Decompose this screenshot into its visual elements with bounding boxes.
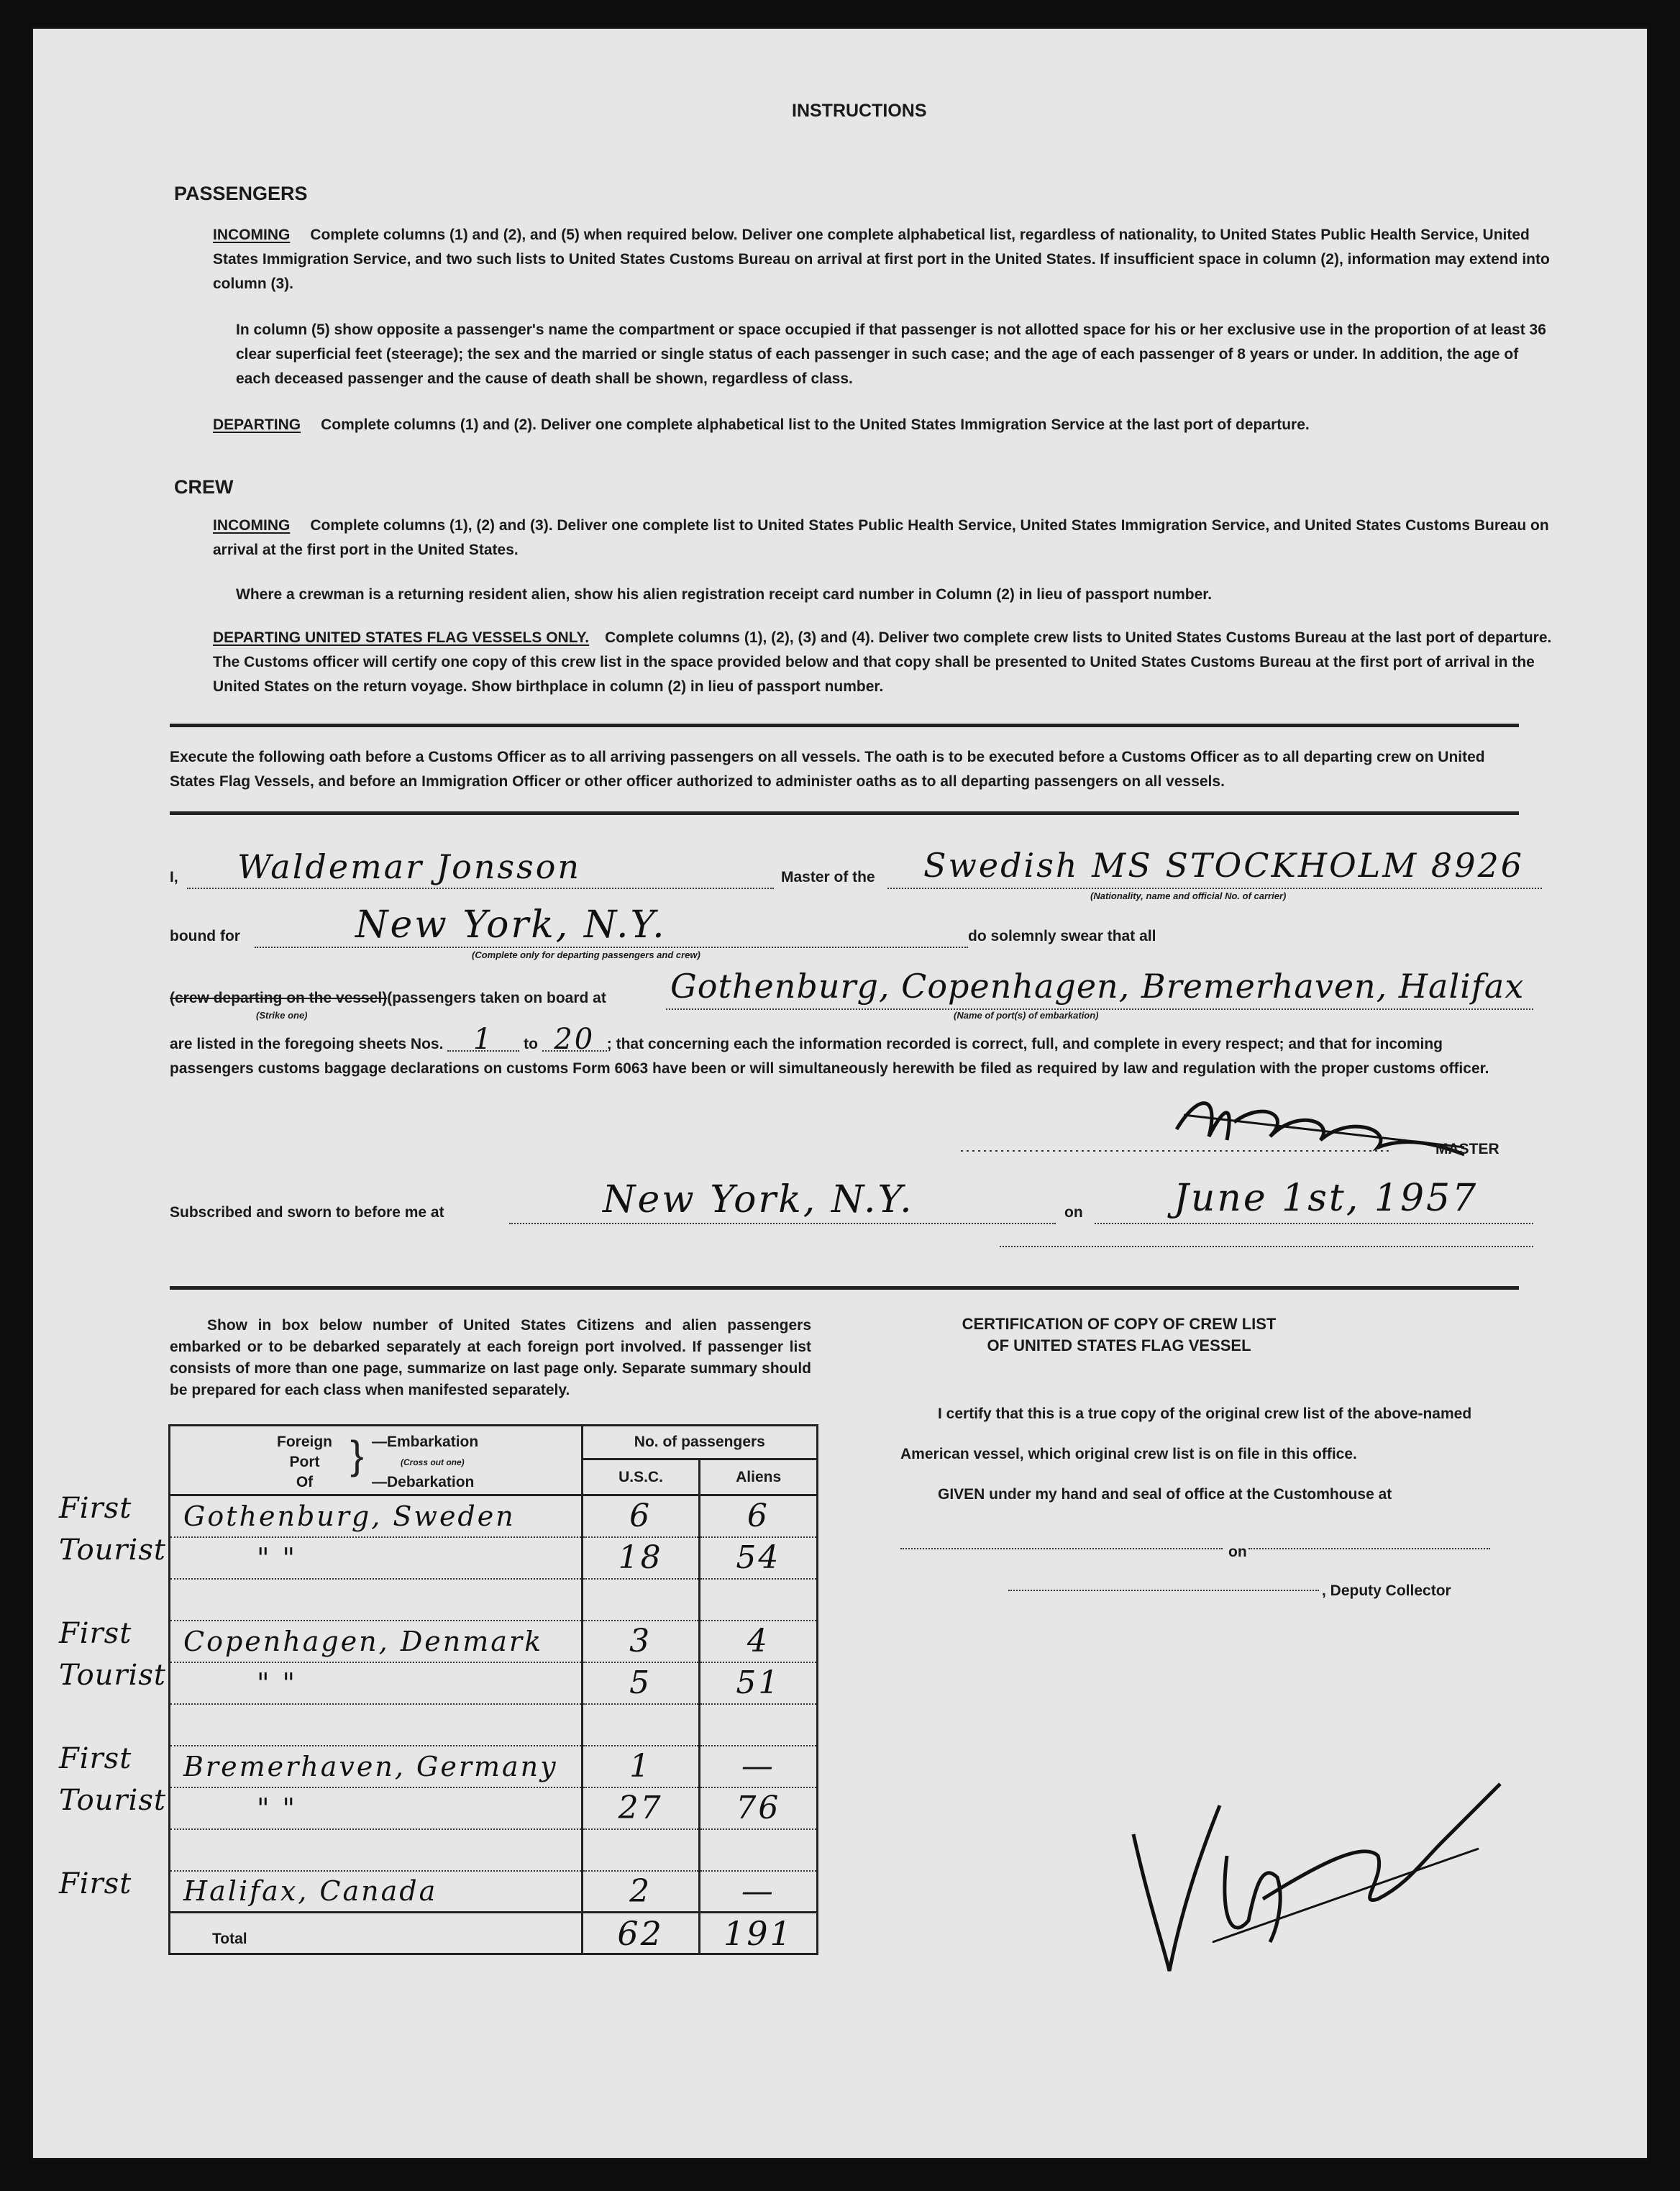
to-label: to xyxy=(524,1036,538,1052)
aliens-cell xyxy=(699,1829,817,1871)
sworn-place-field xyxy=(509,1178,1056,1224)
port-header-line: Foreign xyxy=(277,1434,332,1450)
usc-cell xyxy=(582,1787,699,1829)
total-label: Total xyxy=(212,1931,247,1947)
port-cell xyxy=(170,1704,583,1746)
usc-header: U.S.C. xyxy=(583,1460,701,1494)
class-label: First xyxy=(59,1742,132,1775)
port-cell xyxy=(170,1537,583,1579)
passengers-departing-paragraph xyxy=(213,413,1555,437)
class-label: First xyxy=(59,1617,132,1650)
bound-for-value: New York, N.Y. xyxy=(355,903,667,947)
crew-resident-paragraph: Where a crewman is a returning resident alien, show his alien registration receipt card number in Column (2) in lieu of passport number. xyxy=(236,586,1213,603)
table-row xyxy=(170,1537,818,1579)
divider xyxy=(170,724,1519,727)
port-value: " " xyxy=(257,1792,298,1824)
embarkation-label: —Embarkation xyxy=(372,1434,479,1450)
vessel-field xyxy=(887,846,1542,889)
usc-value: 27 xyxy=(618,1790,663,1826)
oath-i-label: I, xyxy=(170,869,178,885)
ports-caption: (Name of port(s) of embarkation) xyxy=(954,1010,1099,1021)
aliens-cell xyxy=(699,1495,817,1537)
oath-intro: Execute the following oath before a Customs Officer as to all arriving passengers on all vessels. The oath is to be executed before a Customs Officer as to all departing crew on United States Flag Vessels, and before an Immigration Officer or other officer authorized to administer oaths as to all departing passengers on all vessels. xyxy=(170,749,1485,790)
certification-heading-line2: OF UNITED STATES FLAG VESSEL xyxy=(987,1336,1251,1354)
aliens-cell xyxy=(699,1621,817,1662)
summary-instructions: Show in box below number of United States Citizens and alien passengers embarked or to be debarked separately at each foreign port involved. If passenger list consists of more than one page, summarize on last page only. Separate summary should be prepared for each class when manifested separately. xyxy=(170,1317,811,1398)
divider xyxy=(170,811,1519,815)
passenger-summary-table xyxy=(168,1424,818,1955)
sheet-from: 1 xyxy=(447,1029,519,1052)
port-value: Halifax, Canada xyxy=(183,1875,438,1908)
ports-value: Gothenburg, Copenhagen, Bremerhaven, Halifax xyxy=(670,967,1525,1006)
usc-value: 3 xyxy=(629,1623,652,1659)
cert-on-label: on xyxy=(1228,1544,1247,1560)
listed-text: ; that concerning each the information recorded is correct, full, and complete in every respect; and that for incoming passengers customs baggage declarations on customs Form 6063 have been or will simultaneously herewith be filed as required by law and regulation with the proper customs officer. xyxy=(170,1036,1489,1077)
aliens-cell xyxy=(699,1662,817,1704)
certification-heading-line1: CERTIFICATION OF COPY OF CREW LIST xyxy=(962,1315,1277,1333)
on-label: on xyxy=(1064,1204,1083,1221)
usc-cell xyxy=(582,1704,699,1746)
subscribed-label: Subscribed and sworn to before me at xyxy=(170,1204,444,1221)
port-cell xyxy=(170,1662,583,1704)
certification-heading xyxy=(867,1313,1371,1357)
master-of-label: Master of the xyxy=(781,869,875,885)
page-title: INSTRUCTIONS xyxy=(792,101,927,121)
aliens-cell xyxy=(699,1871,817,1913)
usc-cell xyxy=(582,1579,699,1621)
class-label: Tourist xyxy=(59,1784,166,1817)
strike-caption: (Strike one) xyxy=(256,1010,308,1021)
class-label: First xyxy=(59,1867,132,1900)
sworn-date: June 1st, 1957 xyxy=(1174,1177,1479,1220)
usc-cell xyxy=(582,1829,699,1871)
total-aliens: 191 xyxy=(723,1913,793,1953)
column5-paragraph: In column (5) show opposite a passenger's name the compartment or space occupied if that passenger is not allotted space for his or her exclusive use in the proportion of at least 36 clear superficial feet (steerage); the sex and the married or single status of each passenger in such case; and the age of each passenger of 8 years or under. In addition, the age of each deceased passenger and the cause of death shall be shown, regardless of class. xyxy=(236,322,1546,387)
usc-cell xyxy=(582,1746,699,1787)
deputy-collector-line xyxy=(1008,1588,1319,1591)
certify-text1: I certify that this is a true copy of the original crew list of the above-named xyxy=(938,1406,1472,1422)
class-label: Tourist xyxy=(59,1659,166,1692)
table-row xyxy=(170,1871,818,1913)
passengers-header-cell xyxy=(582,1426,817,1495)
passengers-heading: PASSENGERS xyxy=(174,183,308,204)
sworn-place: New York, N.Y. xyxy=(603,1178,914,1221)
certify-text2: American vessel, which original crew list is on file in this office. xyxy=(900,1446,1357,1462)
ports-field xyxy=(666,967,1533,1010)
usc-cell xyxy=(582,1495,699,1537)
total-aliens-cell xyxy=(699,1913,817,1954)
master-label: MASTER xyxy=(1435,1141,1499,1157)
port-cell xyxy=(170,1871,583,1913)
crew-departing-struck: (crew departing on the vessel) xyxy=(170,990,388,1006)
listed-paragraph xyxy=(170,1023,1519,1081)
usc-cell xyxy=(582,1871,699,1913)
aliens-cell xyxy=(699,1704,817,1746)
usc-value: 6 xyxy=(629,1498,652,1535)
deputy-label: , Deputy Collector xyxy=(1322,1582,1451,1599)
aliens-value: 54 xyxy=(736,1539,781,1576)
table-row xyxy=(170,1746,818,1787)
bound-for-field xyxy=(255,903,968,948)
table-row xyxy=(170,1579,818,1621)
aliens-header: Aliens xyxy=(736,1469,782,1485)
passengers-incoming-paragraph xyxy=(213,223,1555,296)
crew-departing-text: Complete columns (1), (2), (3) and (4). Deliver two complete crew lists to United States Customs Bureau at the last port of departure. The Customs officer will certify one copy of this crew list in the space provided below and that copy shall be presented to United States Customs Bureau at the first port of arrival in the United States on the return voyage. Show birthplace in column (2) in lieu of passport number. xyxy=(213,629,1552,695)
port-header-line: Port xyxy=(289,1454,320,1470)
sworn-date-field xyxy=(1095,1177,1533,1224)
crew-departing-label: DEPARTING UNITED STATES FLAG VESSELS ONLY. xyxy=(213,629,590,646)
port-value xyxy=(170,1709,183,1741)
customhouse-line xyxy=(900,1547,1223,1549)
crew-incoming-paragraph xyxy=(213,514,1555,562)
form-sheet xyxy=(33,29,1647,2158)
crew-incoming-text: Complete columns (1), (2) and (3). Deliver one complete list to United States Public Health Service, United States Immigration Service, and United States Customs Bureau on arrival at the first port in the United States. xyxy=(213,517,1549,558)
officer-signature xyxy=(1105,1755,1507,2000)
port-value xyxy=(170,1834,183,1866)
aliens-value: 6 xyxy=(747,1498,770,1535)
usc-value: 2 xyxy=(629,1872,652,1910)
total-label-cell xyxy=(170,1913,583,1954)
sheet-to: 20 xyxy=(542,1029,607,1052)
port-value xyxy=(170,1584,183,1616)
port-cell xyxy=(170,1829,583,1871)
table-row xyxy=(170,1787,818,1829)
port-value: Copenhagen, Denmark xyxy=(183,1625,544,1657)
usc-value: 5 xyxy=(629,1664,652,1701)
vessel-name: Swedish MS STOCKHOLM 8926 xyxy=(923,846,1524,885)
swear-text: do solemnly swear that all xyxy=(968,928,1156,944)
divider xyxy=(170,1286,1519,1290)
port-value: " " xyxy=(257,1541,298,1574)
bound-caption: (Complete only for departing passengers and crew) xyxy=(472,949,700,960)
port-value: Bremerhaven, Germany xyxy=(183,1750,558,1782)
aliens-value: 51 xyxy=(736,1664,781,1701)
table-row xyxy=(170,1662,818,1704)
master-name-field xyxy=(187,847,774,889)
usc-cell xyxy=(582,1621,699,1662)
passengers-taken-label: (passengers taken on board at xyxy=(387,990,606,1006)
passengers-departing-label: DEPARTING xyxy=(213,416,301,433)
aliens-value: — xyxy=(741,1748,775,1785)
aliens-cell xyxy=(699,1746,817,1787)
vessel-caption: (Nationality, name and official No. of carrier) xyxy=(1090,890,1287,901)
passengers-header: No. of passengers xyxy=(583,1426,816,1460)
table-row xyxy=(170,1704,818,1746)
passengers-line xyxy=(170,990,606,1007)
aliens-value: 4 xyxy=(747,1623,770,1659)
usc-value: 1 xyxy=(629,1748,652,1785)
listed-label: are listed in the foregoing sheets Nos. xyxy=(170,1036,444,1052)
debarkation-label: —Debarkation xyxy=(372,1474,475,1490)
class-label: Tourist xyxy=(59,1534,166,1567)
aliens-value: — xyxy=(741,1872,775,1910)
port-header-cell: Foreign Port Of } —Embarkation (Cross out one) —Debarkation xyxy=(170,1426,583,1495)
aliens-cell xyxy=(699,1537,817,1579)
port-value: " " xyxy=(257,1667,298,1699)
passengers-incoming-label: INCOMING xyxy=(213,227,291,243)
passengers-departing-text: Complete columns (1) and (2). Deliver one complete alphabetical list to the United States Immigration Service at the last port of departure. xyxy=(321,416,1310,433)
aliens-cell xyxy=(699,1787,817,1829)
crew-departing-paragraph xyxy=(213,626,1555,699)
officer-signature-line xyxy=(1000,1244,1533,1247)
port-cell xyxy=(170,1579,583,1621)
master-name: Waldemar Jonsson xyxy=(237,847,582,886)
port-cell xyxy=(170,1787,583,1829)
port-cell xyxy=(170,1495,583,1537)
total-usc: 62 xyxy=(617,1913,664,1953)
port-value: Gothenburg, Sweden xyxy=(183,1500,516,1532)
aliens-value: 76 xyxy=(736,1790,781,1826)
crew-incoming-label: INCOMING xyxy=(213,517,291,534)
crew-heading: CREW xyxy=(174,476,234,498)
table-row xyxy=(170,1621,818,1662)
cert-date-line xyxy=(1248,1547,1490,1549)
port-cell xyxy=(170,1621,583,1662)
passengers-incoming-text: Complete columns (1) and (2), and (5) when required below. Deliver one complete alphabetical list, regardless of nationality, to United States Public Health Service, United States Immigration Service, and two such lists to United States Customs Bureau on arrival at first port in the United States. If insufficient space in column (2), information may extend into column (3). xyxy=(213,227,1550,292)
usc-cell xyxy=(582,1662,699,1704)
usc-cell xyxy=(582,1537,699,1579)
aliens-cell xyxy=(699,1579,817,1621)
cross-out-caption: (Cross out one) xyxy=(401,1457,465,1467)
given-text: GIVEN under my hand and seal of office at the Customhouse at xyxy=(938,1486,1392,1503)
port-header-line: Of xyxy=(296,1474,314,1490)
class-label: First xyxy=(59,1492,132,1525)
table-row xyxy=(170,1495,818,1537)
usc-value: 18 xyxy=(618,1539,663,1576)
bound-for-label: bound for xyxy=(170,928,240,944)
total-usc-cell xyxy=(582,1913,699,1954)
table-row xyxy=(170,1829,818,1871)
port-cell xyxy=(170,1746,583,1787)
